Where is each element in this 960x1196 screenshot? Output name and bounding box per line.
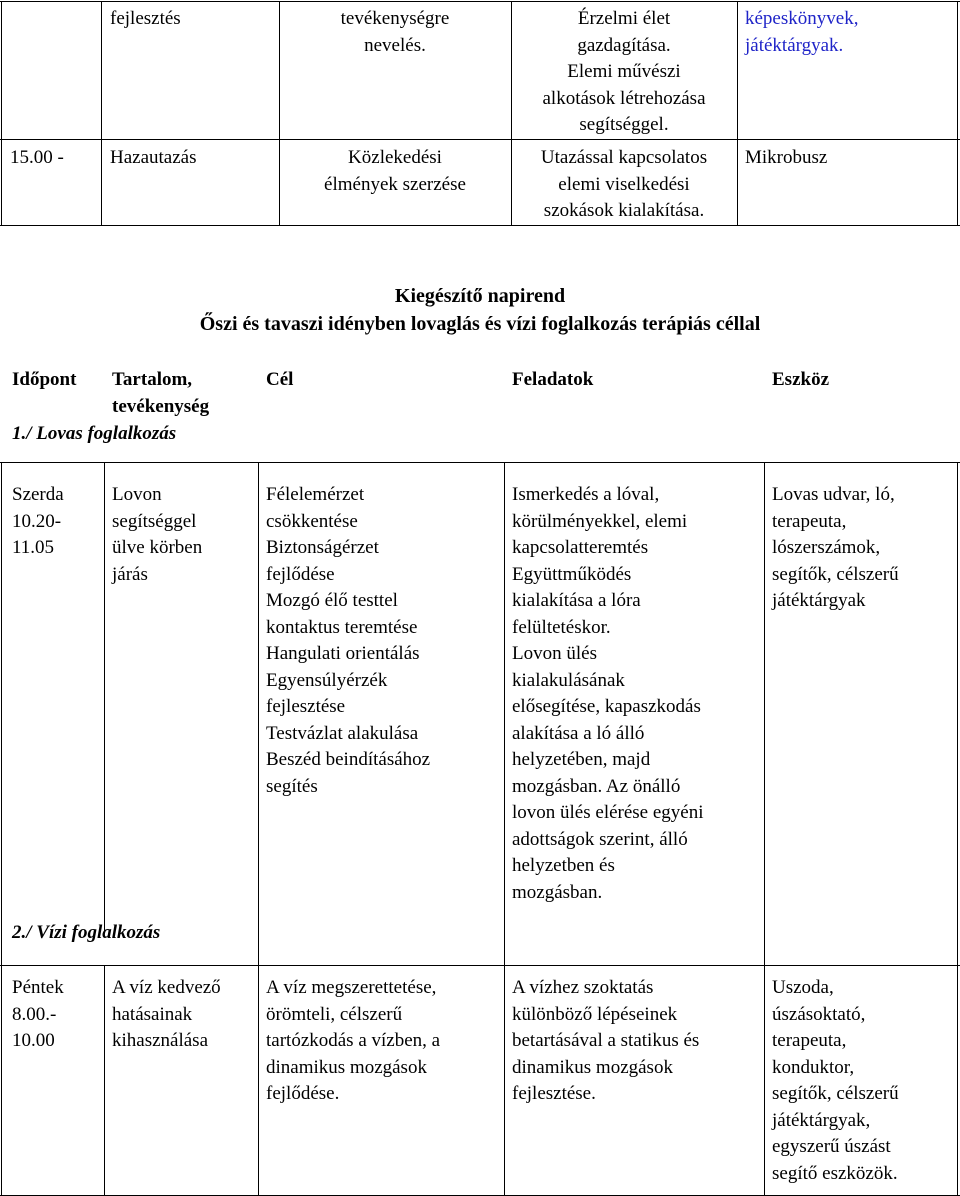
top-table-border [101,1,102,225]
table-border [1,462,2,1196]
top-table-border [0,139,960,140]
table-cell: 15.00 - [10,147,64,168]
table-cell: Uszoda, úszásoktató, terapeuta, konduktor, segítők, célszerű játéktárgyak, egyszerű úszást segítő eszközök. [772,977,899,1184]
table-cell: fejlesztés [110,8,181,29]
top-table-border [957,1,958,225]
table-cell: A vízhez szoktatás különböző lépéseinek betartásával a statikus és dinamikus mozgások fejlesztése. [512,977,700,1104]
column-header-time: Időpont [12,369,77,390]
top-table-border [511,1,512,225]
section-title: Kiegészítő napirend [394,285,566,307]
table-border [0,462,960,463]
table-cell: Hazautazás [110,147,197,168]
table-border [504,462,505,1196]
table-border [0,965,960,966]
top-table-border [0,225,960,226]
table-border [957,462,958,1196]
activity-label: 1./ Lovas foglalkozás [12,423,177,444]
table-cell: A víz kedvező hatásainak kihasználása [112,977,221,1051]
table-cell: Félelemérzet csökkentése Biztonságérzet fejlődése Mozgó élő testtel kontaktus teremtése Hangulati orientálás Egyensúlyérzék fejlesztése Testvázlat alakulása Beszéd beindításához segítés [266,484,431,797]
table-border [764,462,765,1196]
table-cell: Szerda 10.20- 11.05 [12,484,64,558]
table-border [104,462,105,931]
table-border [104,965,105,1196]
column-header-content: Tartalom, tevékenység [112,369,210,417]
table-cell: Lovas udvar, ló, terapeuta, lószerszámok, segítők, célszerű játéktárgyak [772,484,899,611]
section-subtitle: Őszi és tavaszi idényben lovaglás és vízi foglalkozás terápiás céllal [199,313,761,335]
column-header-goal: Cél [266,369,294,390]
table-cell: Lovon segítséggel ülve körben járás [112,484,203,585]
table-border [258,462,259,1196]
table-cell: Közlekedési élmények szerzése [324,147,466,195]
table-cell: Péntek 8.00.- 10.00 [12,977,64,1051]
column-header-tools: Eszköz [772,369,829,390]
table-cell: Utazással kapcsolatos elemi viselkedési szokások kialakítása. [540,147,708,221]
column-header-tasks: Feladatok [512,369,594,390]
activity-label: 2./ Vízi foglalkozás [12,922,161,943]
table-cell: tevékenységre nevelés. [340,8,450,56]
table-cell: A víz megszerettetése, örömteli, célszerű tartózkodás a vízben, a dinamikus mozgások fejlődése. [266,977,441,1104]
table-cell: Ismerkedés a lóval, körülményekkel, elemi kapcsolatteremtés Együttműködés kialakítása a lóra felültetéskor. Lovon ülés kialakulásának elősegítése, kapaszkodás alakítása a ló álló helyzetében, majd mozgásban. Az önálló lovon ülés elérése egyéni adottságok szerint, álló helyzetben és mozgásban. [512,484,704,903]
top-table-border [737,1,738,225]
top-table-border [279,1,280,225]
top-table-border [1,1,2,225]
table-cell: képeskönyvek, játéktárgyak. [745,8,859,56]
top-table-border [0,1,960,2]
table-cell: Mikrobusz [745,147,828,168]
table-cell: Érzelmi élet gazdagítása. Elemi művészi alkotások létrehozása segítséggel. [542,8,706,135]
